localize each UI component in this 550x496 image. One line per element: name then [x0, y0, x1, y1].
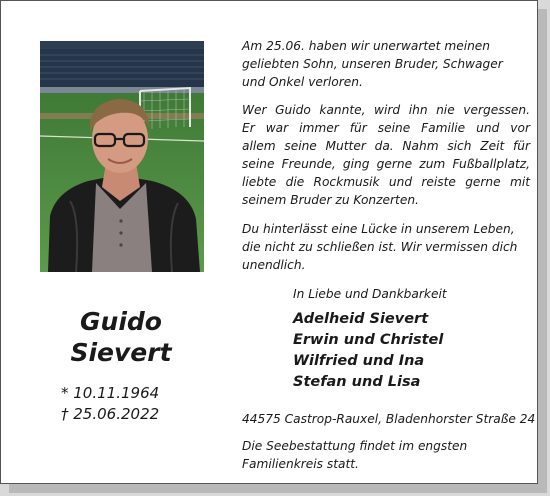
- memory-paragraph: [242, 101, 530, 209]
- text-line: Er war immer für seine Familie und vor: [242, 121, 530, 135]
- mourner-name: Adelheid Sievert: [293, 311, 429, 327]
- mourner-name: Stefan und Lisa: [293, 374, 421, 390]
- mourners-list: [293, 309, 443, 393]
- deceased-name: [41, 306, 201, 368]
- announcement-paragraph: [242, 37, 530, 91]
- text-line: Wer Guido kannte, wird ihn nie vergessen.: [242, 103, 530, 117]
- mourner-name: Wilfried und Ina: [293, 353, 425, 369]
- first-name: Guido: [80, 307, 162, 336]
- text-line: Die Seebestattung findet im engsten: [242, 439, 468, 453]
- family-address: 44575 Castrop-Rauxel, Bladenhorster Straße 24: [242, 412, 536, 426]
- text-line: die nicht zu schließen ist. Wir vermissen dich: [242, 240, 518, 254]
- farewell-paragraph: [242, 220, 530, 274]
- text-line: seinem Bruder zu Konzerten.: [242, 193, 419, 207]
- burial-note: [242, 437, 530, 473]
- life-dates: [61, 383, 159, 425]
- text-line: unendlich.: [242, 258, 306, 272]
- text-line: Am 25.06. haben wir unerwartet meinen: [242, 39, 491, 53]
- text-line: Du hinterlässt eine Lücke in unserem Leben,: [242, 222, 515, 236]
- text-line: liebte die Rockmusik und reiste gerne mit: [242, 175, 530, 189]
- text-line: allem seine Mutter da. Nahm sich Zeit für: [242, 139, 530, 153]
- greeting-line: In Liebe und Dankbarkeit: [293, 287, 447, 301]
- last-name: Sievert: [70, 338, 172, 367]
- text-line: Familienkreis statt.: [242, 457, 359, 471]
- text-line: seine Freunde, ging gerne zum Fußballplatz,: [242, 157, 530, 171]
- death-date: † 25.06.2022: [61, 405, 160, 423]
- birth-date: * 10.11.1964: [61, 384, 160, 402]
- portrait-image: [40, 41, 204, 272]
- text-line: geliebten Sohn, unseren Bruder, Schwager: [242, 57, 503, 71]
- portrait-photo: [40, 41, 204, 272]
- text-line: und Onkel verloren.: [242, 75, 363, 89]
- mourner-name: Erwin und Christel: [293, 332, 444, 348]
